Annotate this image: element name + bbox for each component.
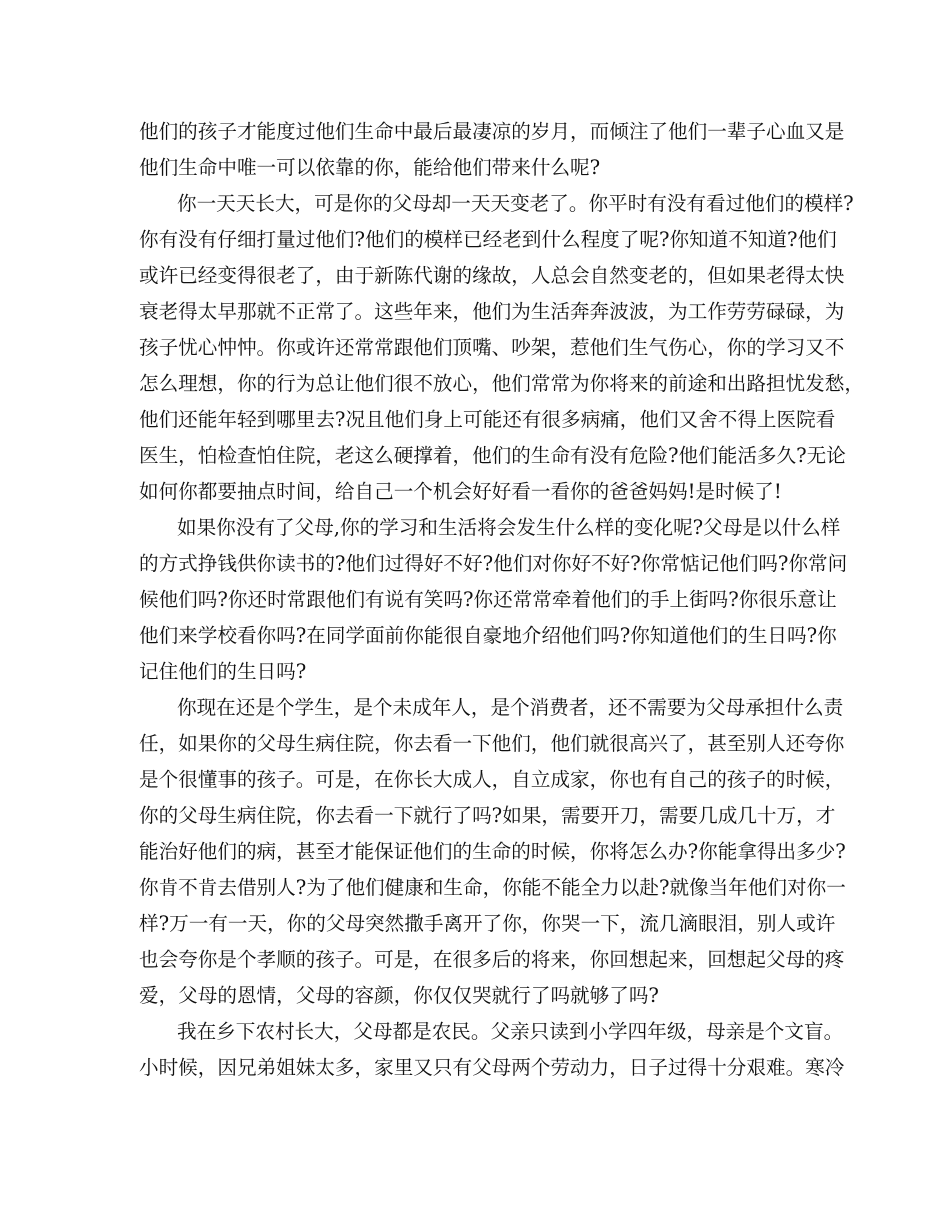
text-line: 爱，父母的恩情，父母的容颜，你仅仅哭就行了吗就够了吗?	[139, 984, 659, 1007]
text-line: 他们的孩子才能度过他们生命中最后最凄凉的岁月，而倾注了他们一辈子心血又是	[139, 120, 845, 143]
text-line: 小时候，因兄弟姐妹太多，家里又只有父母两个劳动力，日子过得十分艰难。寒冷	[139, 1056, 845, 1079]
text-line: 你有没有仔细打量过他们?他们的模样已经老到什么程度了呢?你知道不知道?他们	[139, 228, 837, 251]
text-line: 怎么理想，你的行为总让他们很不放心，他们常常为你将来的前途和出路担忧发愁，	[139, 372, 864, 395]
text-line: 你肯不肯去借别人?为了他们健康和生命，你能不能全力以赴?就像当年他们对你一	[139, 876, 846, 899]
text-line: 孩子忧心忡忡。你或许还常常跟他们顶嘴、吵架，惹他们生气伤心，你的学习又不	[139, 336, 845, 359]
text-line: 衰老得太早那就不正常了。这些年来，他们为生活奔奔波波，为工作劳劳碌碌，为	[139, 300, 845, 323]
paragraph-first-line: 你一天天长大，可是你的父母却一天天变老了。你平时有没有看过他们的模样?	[177, 192, 854, 215]
text-line: 他们还能年轻到哪里去?况且他们身上可能还有很多病痛，他们又舍不得上医院看	[139, 408, 836, 431]
paragraph-first-line: 我在乡下农村长大，父母都是农民。父亲只读到小学四年级，母亲是个文盲。	[177, 1020, 844, 1043]
text-line: 的方式挣钱供你读书的?他们过得好不好?他们对你好不好?你常惦记他们吗?你常问	[139, 552, 848, 575]
text-line: 他们生命中唯一可以依靠的你，能给他们带来什么呢?	[139, 156, 601, 179]
paragraph-first-line: 如果你没有了父母,你的学习和生活将会发生什么样的变化呢?父母是以什么样	[177, 516, 841, 539]
paragraph-first-line: 你现在还是个学生，是个未成年人，是个消费者，还不需要为父母承担什么责	[177, 696, 844, 719]
text-line: 任，如果你的父母生病住院，你去看一下他们，他们就很高兴了，甚至别人还夸你	[139, 732, 845, 755]
text-line: 样?万一有一天，你的父母突然撒手离开了你，你哭一下，流几滴眼泪，别人或许	[139, 912, 836, 935]
text-line: 医生，怕检查怕住院，老这么硬撑着，他们的生命有没有危险?他们能活多久?无论	[139, 444, 846, 467]
text-line: 如何你都要抽点时间，给自己一个机会好好看一看你的爸爸妈妈!是时候了!	[139, 480, 782, 503]
text-line: 或许已经变得很老了，由于新陈代谢的缘故，人总会自然变老的，但如果老得太快	[139, 264, 845, 287]
text-line: 他们来学校看你吗?在同学面前你能很自豪地介绍他们吗?你知道他们的生日吗?你	[139, 624, 837, 647]
text-line: 记住他们的生日吗?	[139, 660, 307, 683]
text-line: 你的父母生病住院，你去看一下就行了吗?如果，需要开刀，需要几成几十万，才	[139, 804, 836, 827]
text-line: 能治好他们的病，甚至才能保证他们的生命的时候，你将怎么办?你能拿得出多少?	[139, 840, 846, 863]
text-line: 候他们吗?你还时常跟他们有说有笑吗?你还常常牵着他们的手上街吗?你很乐意让	[139, 588, 837, 611]
text-line: 是个很懂事的孩子。可是，在你长大成人，自立成家，你也有自己的孩子的时候，	[139, 768, 845, 791]
text-line: 也会夸你是个孝顺的孩子。可是，在很多后的将来，你回想起来，回想起父母的疼	[139, 948, 845, 971]
